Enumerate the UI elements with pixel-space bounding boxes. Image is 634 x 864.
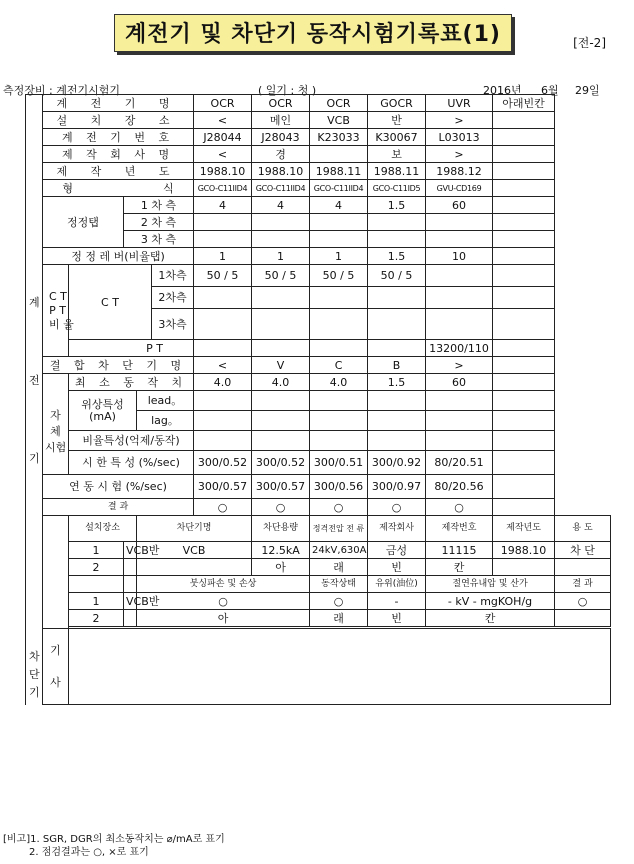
cell [124, 576, 137, 593]
cell [194, 431, 252, 451]
row-relay-name [26, 95, 611, 112]
cell [493, 475, 555, 499]
cell: 50 / 5 [252, 265, 310, 287]
cell: 1 [310, 248, 368, 265]
side-label-gye: 계 [29, 296, 40, 309]
cell: ○ [310, 499, 368, 516]
th-use: 용 도 [555, 516, 611, 542]
cell: 2 [69, 559, 124, 576]
cell [493, 248, 555, 265]
side-label-gi: 기 [29, 452, 40, 465]
cell [137, 559, 252, 576]
cell: 금성 [368, 542, 426, 559]
cell: 13200/110 [426, 340, 493, 357]
cell: GOCR [368, 95, 426, 112]
cell [426, 309, 493, 340]
cell: 60 [426, 197, 493, 214]
label-lead: lead。 [137, 391, 194, 411]
cell: 300/0.97 [368, 475, 426, 499]
cell [194, 411, 252, 431]
cell [69, 576, 124, 593]
cell: 경 [252, 146, 310, 163]
label-pt: P T [69, 340, 194, 357]
cell [194, 287, 252, 309]
cell: 4.0 [310, 374, 368, 391]
cell: GVU-CD169 [426, 180, 493, 197]
label-ct3: 3차측 [152, 309, 194, 340]
cell [426, 431, 493, 451]
footnotes [3, 833, 225, 859]
cell: 300/0.56 [310, 475, 368, 499]
cell [310, 287, 368, 309]
date-month: 6월 [541, 84, 559, 97]
cell [426, 265, 493, 287]
cell: ○ [368, 499, 426, 516]
cell: 300/0.52 [252, 451, 310, 475]
label-ratio-char: 비율특성(억제/동작) [69, 431, 194, 451]
label-type [43, 180, 194, 197]
label-ctpt-1: C T [49, 289, 67, 303]
cell: OCR [252, 95, 310, 112]
cell: B [368, 357, 426, 374]
cell [310, 391, 368, 411]
cell [426, 231, 493, 248]
side-breaker [43, 516, 69, 629]
cell [310, 146, 368, 163]
cell: 10 [426, 248, 493, 265]
cell: K30067 [368, 129, 426, 146]
cell: 4.0 [252, 374, 310, 391]
cell: 1 [252, 248, 310, 265]
cell [426, 214, 493, 231]
cell [310, 340, 368, 357]
cell: 차 단 [555, 542, 611, 559]
cell: 1 [194, 248, 252, 265]
th-operation: 동작상태 [310, 576, 368, 593]
cell [310, 411, 368, 431]
label-phase-1: 위상특성 [81, 397, 124, 411]
cell: VCB반 [124, 542, 137, 559]
cell [493, 451, 555, 475]
cell [426, 391, 493, 411]
label-tap: 정정탭 [43, 197, 124, 248]
cell: < [194, 112, 252, 129]
cell [426, 287, 493, 309]
cell [555, 610, 611, 627]
cell [493, 146, 555, 163]
cell: L03013 [426, 129, 493, 146]
cell [194, 391, 252, 411]
cell: 300/0.51 [310, 451, 368, 475]
cell [252, 411, 310, 431]
cell [493, 231, 555, 248]
cell: 1.5 [368, 197, 426, 214]
side-label-cha: 차 [29, 650, 40, 663]
cell: ○ [310, 593, 368, 610]
cell [194, 231, 252, 248]
footnote-1: [비고]1. SGR, DGR의 최소동작치는 ⌀/mA로 표기 [3, 834, 225, 845]
cell [252, 309, 310, 340]
weather-label: ( 일기 : 청 ) [258, 84, 317, 97]
side-label-jeon: 전 [29, 374, 40, 387]
cell [194, 214, 252, 231]
cell: 300/0.92 [368, 451, 426, 475]
side-label-gi2: 기 [29, 686, 40, 699]
cell [493, 163, 555, 180]
notes-area[interactable] [69, 629, 611, 705]
label-tap2: 2 차 측 [124, 214, 194, 231]
cell: ○ [426, 499, 493, 516]
cell [310, 309, 368, 340]
cell [493, 180, 555, 197]
cell: 1988.12 [426, 163, 493, 180]
cell: 60 [426, 374, 493, 391]
label-serial: 계 전 기 번 호 [43, 129, 194, 146]
cell: ○ [555, 593, 611, 610]
cell [368, 340, 426, 357]
cell: 1 [69, 593, 124, 610]
cell: 빈 [368, 559, 426, 576]
cell [368, 231, 426, 248]
cell [493, 340, 555, 357]
label-ct1: 1차측 [152, 265, 194, 287]
cell: K23033 [310, 129, 368, 146]
side-label-dan: 단 [29, 668, 40, 681]
note-title-1: 기 [50, 643, 61, 657]
th-capacity: 차단용량 [252, 516, 310, 542]
cell: 300/0.57 [252, 475, 310, 499]
th-serial: 제작번호 [426, 516, 493, 542]
date-day: 29일 [575, 84, 600, 97]
footnote-2: 2. 점검결과는 ○, ×로 표기 [29, 847, 149, 858]
cell: 보 [368, 146, 426, 163]
cell [493, 411, 555, 431]
cell: ○ [137, 593, 310, 610]
label-time-char: 시 한 특 성 (%/sec) [69, 451, 194, 475]
label-relay-name: 계 전 기 명 [43, 95, 194, 112]
label-ctpt-3: 비 율 [49, 317, 74, 331]
cell: 300/0.57 [194, 475, 252, 499]
cell [493, 374, 555, 391]
cell [124, 610, 137, 627]
th-year: 제작년도 [493, 516, 555, 542]
cell: 1988.11 [310, 163, 368, 180]
cell [310, 231, 368, 248]
cell: - kV - mgKOH/g [426, 593, 555, 610]
cell: > [426, 112, 493, 129]
side-notes [43, 629, 69, 705]
cell: 1.5 [368, 374, 426, 391]
th-insulation: 절연유내압 및 산가 [426, 576, 555, 593]
cell [493, 112, 555, 129]
cell [426, 411, 493, 431]
cell: 1988.10 [252, 163, 310, 180]
cell: 12.5kA [252, 542, 310, 559]
cell: VCB반 [124, 593, 137, 610]
cell: 1.5 [368, 248, 426, 265]
cell: VCB [137, 542, 252, 559]
cell [493, 287, 555, 309]
cell [493, 309, 555, 340]
cell [124, 559, 137, 576]
cell: 래 [310, 559, 368, 576]
label-self [43, 374, 69, 475]
th-bushing: 붓싱파손 및 손상 [137, 576, 310, 593]
cell [194, 309, 252, 340]
cell: - [368, 593, 426, 610]
th-maker: 제작회사 [368, 516, 426, 542]
cell [252, 214, 310, 231]
document-title: 계전기 및 차단기 동작시험기록표(1) [114, 14, 512, 52]
cell: GCO-C11IID4 [194, 180, 252, 197]
cell: > [426, 357, 493, 374]
equipment-label: 측정장비 : 계전기시험기 [3, 84, 120, 97]
label-year: 제 작 년 도 [43, 163, 194, 180]
cell: J28043 [252, 129, 310, 146]
cell: 4 [194, 197, 252, 214]
th-name: 차단기명 [137, 516, 252, 542]
cell: 300/0.52 [194, 451, 252, 475]
cell: 24kV,630A [310, 542, 368, 559]
label-lag: lag。 [137, 411, 194, 431]
cell [252, 340, 310, 357]
label-linked: 연 동 시 험 (%/sec) [43, 475, 194, 499]
cell [194, 340, 252, 357]
cell [252, 431, 310, 451]
label-ratio: 정 정 레 버(비율탭) [43, 248, 194, 265]
label-self-3: 시험 [45, 441, 67, 454]
cell: 아 [137, 610, 310, 627]
cell: 11115 [426, 542, 493, 559]
cell [310, 214, 368, 231]
cell: 빈 [368, 610, 426, 627]
cell: < [194, 357, 252, 374]
cell: VCB [310, 112, 368, 129]
title-wrap [0, 14, 634, 52]
label-phase-unit: (mA) [89, 409, 116, 423]
cell [368, 411, 426, 431]
cell: 50 / 5 [194, 265, 252, 287]
th-location: 설치장소 [69, 516, 137, 542]
cell: 4.0 [194, 374, 252, 391]
cell [493, 357, 555, 374]
label-self-1: 자 [50, 409, 61, 422]
document-code: [전-2] [573, 36, 606, 50]
cell [493, 214, 555, 231]
cell: C [310, 357, 368, 374]
cell [493, 391, 555, 411]
cell: V [252, 357, 310, 374]
label-ct2: 2차측 [152, 287, 194, 309]
label-type-b: 식 [163, 181, 174, 195]
cell [493, 265, 555, 287]
th-oil: 유위(油位) [368, 576, 426, 593]
cell [252, 391, 310, 411]
date-year: 2016년 [483, 84, 522, 97]
cell: 50 / 5 [368, 265, 426, 287]
cell: < [194, 146, 252, 163]
cell [555, 559, 611, 576]
cell [252, 287, 310, 309]
label-tap1: 1 차 측 [124, 197, 194, 214]
label-tap3: 3 차 측 [124, 231, 194, 248]
cell: > [426, 146, 493, 163]
cell: 칸 [426, 559, 493, 576]
cell [368, 214, 426, 231]
cell [368, 431, 426, 451]
cell: 1988.10 [194, 163, 252, 180]
cell: 4 [252, 197, 310, 214]
label-type-a: 형 [62, 181, 74, 195]
cell [493, 431, 555, 451]
label-maker: 제 작 회 사 명 [43, 146, 194, 163]
cell: 80/20.51 [426, 451, 493, 475]
cell: 래 [310, 610, 368, 627]
cell: 아래빈칸 [493, 95, 555, 112]
cell: 반 [368, 112, 426, 129]
cell [493, 499, 555, 516]
label-self-2: 체 [50, 425, 61, 438]
cell: 1988.10 [493, 542, 555, 559]
cell: UVR [426, 95, 493, 112]
cell: 1988.11 [368, 163, 426, 180]
cell: OCR [310, 95, 368, 112]
record-table [25, 94, 611, 705]
cell: GCO-C11ID5 [368, 180, 426, 197]
label-min-op: 최 소 동 작 치 [69, 374, 194, 391]
label-breaker: 결 합 차 단 기 명 [43, 357, 194, 374]
cell: OCR [194, 95, 252, 112]
side-relay [26, 95, 43, 705]
cell: GCO-C11IID4 [310, 180, 368, 197]
label-location: 설 치 장 소 [43, 112, 194, 129]
label-ct: C T [69, 265, 152, 340]
cell [368, 309, 426, 340]
cell: ○ [194, 499, 252, 516]
cell: 50 / 5 [310, 265, 368, 287]
cell: ○ [252, 499, 310, 516]
label-ctpt [43, 265, 74, 357]
label-phase [69, 391, 137, 431]
cell: 칸 [426, 610, 555, 627]
label-result: 결 과 [43, 499, 194, 516]
cell: 2 [69, 610, 124, 627]
note-title-2: 사 [50, 675, 61, 689]
cell: GCO-C11IID4 [252, 180, 310, 197]
label-ctpt-2: P T [49, 303, 66, 317]
cell: 아 [252, 559, 310, 576]
cell [310, 431, 368, 451]
cell: 1 [69, 542, 124, 559]
cell [493, 197, 555, 214]
th-rating: 정격전압 전 류 [310, 516, 368, 542]
cell: 4 [310, 197, 368, 214]
cell [368, 287, 426, 309]
cell [493, 559, 555, 576]
cell: 80/20.56 [426, 475, 493, 499]
cell: J28044 [194, 129, 252, 146]
th-result: 결 과 [555, 576, 611, 593]
cell: 메인 [252, 112, 310, 129]
cell [252, 231, 310, 248]
cell [368, 391, 426, 411]
cell [493, 129, 555, 146]
